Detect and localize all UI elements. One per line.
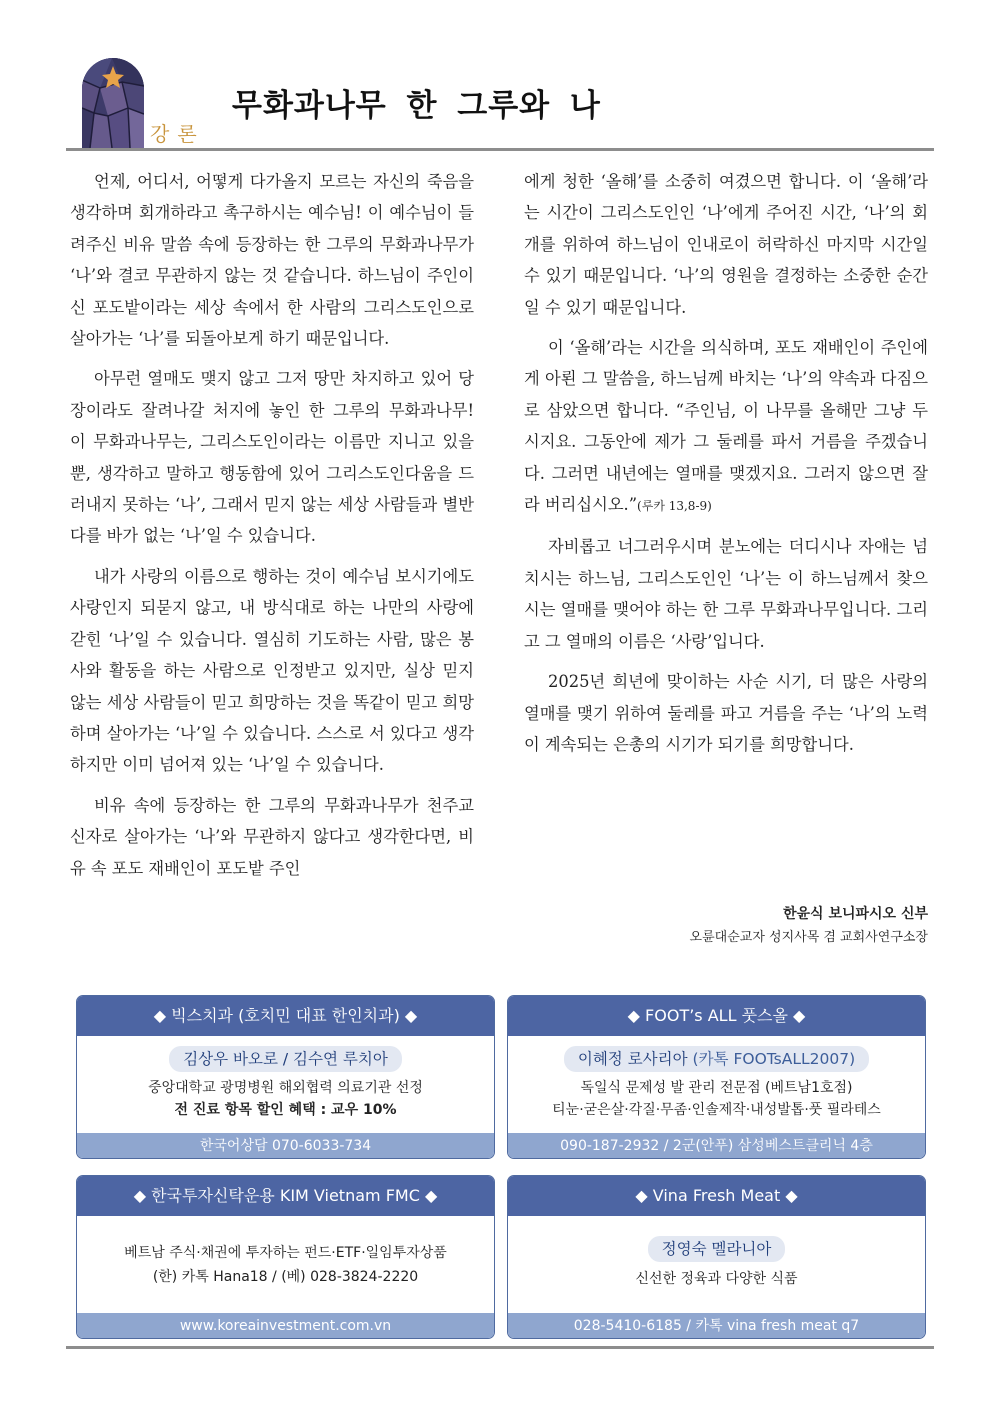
ad-line: (한) 카톡 Hana18 / (베) 028-3824-2220 bbox=[152, 1269, 419, 1285]
article-paragraph: 에게 청한 ‘올해’를 소중히 여겼으면 합니다. 이 ‘올해’라는 시간이 그리스도인인 ‘나’에게 주어진 시간, ‘나’의 회개를 위하여 하느님이 인내로이 허락하신 마지막 시간일 수 있기 때문입니다. ‘나’의 영원을 결정하는 소중한 순간일 수 있기 때문입니다. bbox=[524, 172, 928, 317]
article-paragraph bbox=[524, 332, 928, 522]
ad-footer: 090-187-2932 / 2군(안푸) 삼성베스트클리닉 4층 bbox=[508, 1133, 925, 1159]
article-paragraph: 자비롭고 너그러우시며 분노에는 더디시나 자애는 넘치시는 하느님, 그리스도인인 ‘나’는 이 하느님께서 찾으시는 열매를 맺어야 하는 한 그루 무화과나무입니다. 그리고 그 열매의 이름은 ‘사랑’입니다. bbox=[524, 537, 928, 651]
ad-header: ◆ 빅스치과 (호치민 대표 한인치과) ◆ bbox=[77, 996, 494, 1036]
ad-body bbox=[77, 1216, 494, 1339]
article-text: 이 ‘올해’라는 시간을 의식하며, 포도 재배인이 주인에게 아뢴 그 말씀을, 하느님께 바치는 ‘나’의 약속과 다짐으로 삼았으면 합니다. “주인님, 이 나무를 올해만 그냥 두시지요. 그동안에 제가 그 둘레를 파서 거름을 주겠습니다. 그러면 내년에는 열매를 맺겠지요. 그러지 않으면 잘라 버리십시오.” bbox=[524, 338, 928, 515]
ad-body bbox=[508, 1216, 925, 1339]
page-header bbox=[66, 58, 934, 152]
article-paragraph: 2025년 희년에 맞이하는 사순 시기, 더 많은 사랑의 열매를 맺기 위하여 둘레를 파고 거름을 주는 ‘나’의 노력이 계속되는 은총의 시기가 되기를 희망합니다. bbox=[524, 672, 928, 754]
article-paragraph: 내가 사랑의 이름으로 행하는 것이 예수님 보시기에도 사랑인지 되묻지 않고, 내 방식대로 하는 나만의 사랑에 갇힌 ‘나’일 수 있습니다. 열심히 기도하는 사람, 많은 봉사와 활동을 하는 사람으로 인정받고 있지만, 실상 믿지 않는 세상 사람들이 믿고 희망하는 것을 똑같이 믿고 희망하며 살아가는 ‘나’일 수 있습니다. 스스로 서 있다고 생각하지만 이미 넘어져 있는 ‘나’일 수 있습니다. bbox=[70, 566, 474, 775]
ad-contact-pill: 정영숙 멜라니아 bbox=[648, 1236, 786, 1262]
article-column-left bbox=[70, 166, 474, 893]
article-paragraph: 언제, 어디서, 어떻게 다가올지 모르는 자신의 죽음을 생각하며 회개하라고 촉구하시는 예수님! 이 예수님이 들려주신 비유 말씀 속에 등장하는 한 그루의 무화과나무가 ‘나’와 결코 무관하지 않는 것 같습니다. 하느님이 주인이신 포도밭이라는 세상 속에서 한 사람의 그리스도인으로 살아가는 ‘나’를 되돌아보게 하기 때문입니다. bbox=[70, 172, 474, 349]
ad-contact-pill bbox=[564, 1046, 869, 1072]
ad-box-dental bbox=[76, 995, 495, 1159]
ad-footer: www.koreainvestment.com.vn bbox=[77, 1313, 494, 1339]
ad-box-meat bbox=[507, 1175, 926, 1339]
ad-footer: 한국어상담 070-6033-734 bbox=[77, 1133, 494, 1159]
ad-line: 전 진료 항목 할인 혜택 : 교우 10% bbox=[174, 1102, 397, 1118]
footer-divider bbox=[66, 1346, 934, 1349]
page-title: 무화과나무 한 그루와 나 bbox=[232, 88, 601, 124]
ad-box-investment bbox=[76, 1175, 495, 1339]
ad-line: 독일식 문제성 발 관리 전문점 (베트남1호점) bbox=[580, 1080, 853, 1096]
author-name: 한윤식 보니파시오 신부 bbox=[783, 906, 928, 922]
article-paragraph: 비유 속에 등장하는 한 그루의 무화과나무가 천주교 신자로 살아가는 ‘나’와 무관하지 않다고 생각한다면, 비유 속 포도 재배인이 포도밭 주인 bbox=[70, 795, 474, 878]
ad-header: ◆ FOOT’s ALL 풋스올 ◆ bbox=[508, 996, 925, 1036]
ad-box-foot-care bbox=[507, 995, 926, 1159]
stained-glass-logo-icon bbox=[82, 58, 144, 148]
header-divider bbox=[66, 148, 934, 151]
ad-footer: 028-5410-6185 / 카톡 vina fresh meat q7 bbox=[508, 1313, 925, 1339]
section-label: 강론 bbox=[150, 122, 205, 146]
article-column-right bbox=[524, 166, 928, 769]
bible-citation: (루카 13,8-9) bbox=[637, 499, 712, 514]
ad-contact-kakao: (카톡 FOOTsALL2007) bbox=[687, 1050, 856, 1068]
author-role: 오륜대순교자 성지사목 겸 교회사연구소장 bbox=[689, 930, 928, 945]
ad-line: 신선한 정육과 다양한 식품 bbox=[635, 1271, 798, 1287]
ad-line: 중앙대학교 광명병원 해외협력 의료기관 선정 bbox=[148, 1080, 423, 1096]
ad-line: 베트남 주식·채권에 투자하는 펀드·ETF·일임투자상품 bbox=[124, 1245, 447, 1261]
ad-body bbox=[77, 1036, 494, 1159]
ad-header: ◆ 한국투자신탁운용 KIM Vietnam FMC ◆ bbox=[77, 1176, 494, 1216]
article-paragraph: 아무런 열매도 맺지 않고 그저 땅만 차지하고 있어 당장이라도 잘려나갈 처지에 놓인 한 그루의 무화과나무! 이 무화과나무는, 그리스도인이라는 이름만 지니고 있을 뿐, 생각하고 말하고 행동함에 있어 그리스도인다움을 드러내지 못하는 ‘나’, 그래서 믿지 않는 세상 사람들과 별반 다를 바가 없는 ‘나’일 수 있습니다. bbox=[70, 369, 474, 546]
ad-contact-pill: 김상우 바오로 / 김수연 루치아 bbox=[169, 1046, 402, 1072]
ad-body bbox=[508, 1036, 925, 1159]
ad-header: ◆ Vina Fresh Meat ◆ bbox=[508, 1176, 925, 1216]
ad-line: 티눈·굳은살·각질·무좀·인솔제작·내성발톱·풋 필라테스 bbox=[552, 1102, 881, 1118]
ad-contact-name: 이혜정 로사리아 bbox=[577, 1050, 688, 1068]
author-signature bbox=[690, 902, 928, 950]
